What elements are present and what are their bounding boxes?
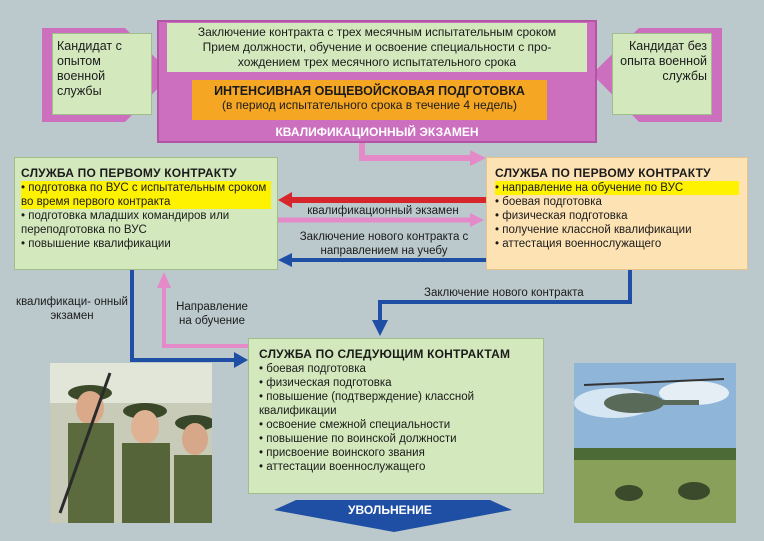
- list-item: • повышение квалификации: [21, 237, 271, 251]
- list-item: • аттестации военнослужащего: [259, 460, 533, 474]
- soldiers-photo: [50, 363, 212, 523]
- list-item: • получение классной квалификации: [495, 223, 739, 237]
- panel-title: СЛУЖБА ПО ПЕРВОМУ КОНТРАКТУ: [495, 166, 711, 180]
- list-item: • направление на обучение по ВУС: [495, 181, 739, 195]
- list-item: • боевая подготовка: [495, 195, 739, 209]
- candidate-with-experience: Кандидат с опытом военной службы: [52, 33, 152, 115]
- pink-arrow-head-up: [157, 272, 171, 288]
- intensive-title: ИНТЕНСИВНАЯ ОБЩЕВОЙСКОВАЯ ПОДГОТОВКА: [214, 84, 525, 98]
- first-contract-panel-left: [14, 157, 278, 270]
- pink-arrow-head-right: [470, 150, 486, 166]
- list-item: • аттестация военнослужащего: [495, 237, 739, 251]
- new-contract-label: Заключение нового контракта: [424, 287, 584, 299]
- helicopter-photo: [574, 363, 736, 523]
- top-line-1: Заключение контракта с трех месячным испытательным сроком: [197, 25, 557, 39]
- blue-arrow-head-bottom: [372, 320, 388, 336]
- intensive-training-block: [192, 80, 547, 120]
- next-contracts-panel: [248, 338, 544, 494]
- panel-title: СЛУЖБА ПО ПЕРВОМУ КОНТРАКТУ: [21, 166, 237, 180]
- list-item: • освоение смежной специальности: [259, 418, 533, 432]
- study-direction-label: Направление на обучение: [176, 301, 248, 327]
- pink-arrow-top-to-right: [362, 142, 470, 158]
- blue-arrow-head-left-bottom: [234, 352, 248, 368]
- qual-exam-mid-label: квалификационный экзамен: [307, 205, 459, 217]
- first-contract-panel-right: [486, 157, 748, 270]
- candidate-without-experience: Кандидат без опыта военной службы: [612, 33, 712, 115]
- panel-title: СЛУЖБА ПО СЛЕДУЮЩИМ КОНТРАКТАМ: [259, 347, 511, 361]
- list-item: • физическая подготовка: [259, 376, 533, 390]
- list-item: • подготовка младших командиров или переподготовка по ВУС: [21, 209, 271, 237]
- intensive-subtitle: (в период испытательного срока в течение 4 недель): [222, 98, 517, 112]
- list-item: • присвоение воинского звания: [259, 446, 533, 460]
- qualification-exam-label: КВАЛИФИКАЦИОННЫЙ ЭКЗАМЕН: [275, 125, 479, 139]
- list-item: • повышение по воинской должности: [259, 432, 533, 446]
- list-item: • подготовка по ВУС с испытательным сроком во время первого контракта: [21, 181, 271, 209]
- new-contract-study-label: Заключение нового контракта с направлением на учебу: [299, 231, 469, 257]
- list-item: • повышение (подтверждение) классной квалификации: [259, 390, 533, 418]
- qual-exam-left-label: квалификаци- онный экзамен: [16, 296, 128, 322]
- top-line-2: Прием должности, обучение и освоение специальности с про-: [202, 40, 552, 54]
- contract-conclusion-block: [167, 23, 587, 72]
- list-item: • боевая подготовка: [259, 362, 533, 376]
- exit-label: УВОЛЬНЕНИЕ: [348, 503, 432, 517]
- list-item: • физическая подготовка: [495, 209, 739, 223]
- top-line-3: хождением трех месячного испытательного срока: [237, 55, 517, 69]
